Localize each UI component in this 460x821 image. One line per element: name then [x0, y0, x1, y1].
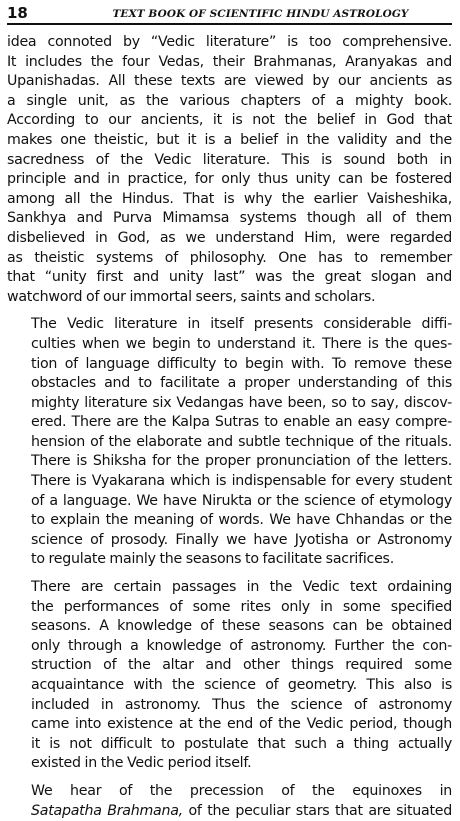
text-line: There is Shiksha for the proper pronunciation of the letters.	[31, 453, 452, 470]
text-line: idea connoted by “Vedic literature” is too comprehensive.	[7, 34, 452, 50]
italic-phrase: Satapatha Brahmana,	[31, 802, 183, 819]
text-line: principle and in practice, for only thus unity can be fostered	[7, 171, 452, 188]
text-line: There are certain passages in the Vedic text ordaining	[31, 579, 452, 596]
page-number: 18	[7, 4, 28, 22]
text-line: came into existence at the end of the Vedic period, though	[31, 716, 452, 733]
text-line: the performances of some rites only in some specified	[31, 598, 452, 615]
text-line: included in astronomy. Thus the science of astronomy	[31, 696, 452, 713]
text-line: mighty literature six Vedangas have been, so to say, discov-	[31, 394, 452, 411]
text-line: struction of the altar and other things required some	[31, 657, 452, 674]
text-line: that “unity first and unity last” was the great slogan and	[7, 269, 452, 286]
paragraph-1	[7, 33, 452, 307]
text-line: acquaintance with the science of geometry. This also is	[31, 677, 452, 693]
text-line: existed in the Vedic period itself.	[31, 755, 252, 772]
text-line: tion of language difficulty to begin with. To remove these	[31, 355, 452, 372]
text-line: makes one theistic, but it is a belief in the validity and the	[7, 131, 452, 148]
text-line: ered. There are the Kalpa Sutras to enable an easy compre-	[31, 414, 452, 431]
text-line: obstacles and to facilitate a proper understanding of this	[31, 375, 452, 392]
text-line: There is Vyakarana which is indispensable for every student	[31, 473, 452, 490]
text-line: only through a knowledge of astronomy. Further the con-	[31, 637, 452, 654]
paragraph-3	[7, 578, 452, 774]
paragraph-2	[7, 315, 452, 570]
text-line: of a language. We have Nirukta or the science of etymology	[31, 492, 452, 509]
text-line-italic-start	[7, 802, 452, 821]
text-line: it is not difficult to postulate that such a thing actually	[31, 735, 452, 752]
text-line: culties when we begin to understand it. There is the ques-	[31, 335, 452, 352]
text-line: among all the Hindus. That is why the earlier Vaisheshika,	[7, 190, 452, 207]
text-line: watchword of our immortal seers, saints and scholars.	[7, 288, 376, 305]
page-header	[7, 2, 452, 25]
text-line: as theistic systems of philosophy. One has to remember	[7, 249, 452, 266]
text-line: science of prosody. Finally we have Jyotisha or Astronomy	[31, 531, 452, 548]
text-line: disbelieved in God, as we understand Him, were regarded	[7, 229, 452, 246]
text-line: We hear of the precession of the equinoxes in	[31, 782, 452, 799]
text-line: to regulate mainly the seasons to facilitate sacrifices.	[31, 551, 394, 568]
text-line: According to our ancients, it is not the belief in God that	[7, 112, 452, 129]
text-line: It includes the four Vedas, their Brahmanas, Aranyakas and	[7, 53, 452, 70]
text-line: seasons. A knowledge of these seasons can be obtained	[31, 618, 452, 635]
paragraph-4	[7, 782, 452, 821]
running-head: TEXT BOOK OF SCIENTIFIC HINDU ASTROLOGY	[112, 8, 409, 20]
text-line-rest: of the peculiar stars that are situated	[182, 802, 452, 819]
text-line: The Vedic literature in itself presents considerable diffi-	[31, 316, 452, 333]
text-line: a single unit, as the various chapters of a mighty book.	[7, 92, 452, 109]
text-line: sacredness of the Vedic literature. This is sound both in	[7, 151, 452, 168]
body-text	[7, 33, 452, 821]
text-line: Sankhya and Purva Mimamsa systems though all of them	[7, 210, 452, 227]
text-line: Upanishadas. All these texts are viewed by our ancients as	[7, 73, 452, 90]
text-line: to explain the meaning of words. We have Chhandas or the	[31, 512, 452, 529]
text-line: hension of the elaborate and subtle technique of the rituals.	[31, 433, 452, 450]
